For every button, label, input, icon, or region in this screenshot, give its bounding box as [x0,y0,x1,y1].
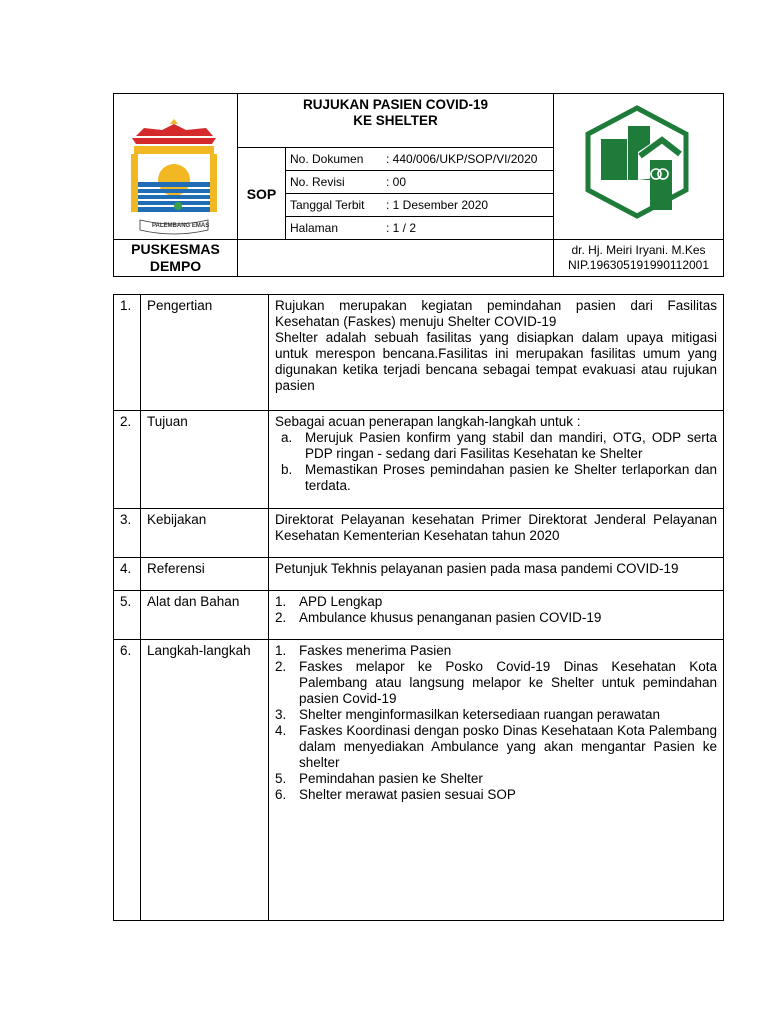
row-heading: Tujuan [141,411,269,509]
meta-row [286,194,553,217]
list-text: Faskes melapor ke Posko Covid-19 Dinas Kesehatan Kota Palembang atau langsung melapor ke Shelter untuk pemindahan pasien Covid-19 [299,659,717,706]
list-text: Pemindahan pasien ke Shelter [299,771,483,786]
list-item [275,723,717,771]
row-content [269,411,724,509]
list-marker: 2. [275,610,287,625]
row-number: 1. [114,295,141,411]
list-item [275,787,717,803]
row-number: 4. [114,558,141,591]
header-table [113,93,724,277]
list-marker: 6. [275,787,287,802]
document-meta-cell [286,148,554,240]
list-item [275,707,717,723]
sop-row-tujuan [114,411,724,509]
organization-name-line1: PUSKESMAS [131,241,220,257]
row-heading: Alat dan Bahan [141,591,269,640]
row-content [269,640,724,921]
meta-row [286,148,553,171]
list-item [275,610,717,626]
row-content [269,295,724,411]
row-heading: Kebijakan [141,509,269,558]
list-item [275,430,717,462]
empty-cell [238,240,554,277]
signer-nip: NIP.196305191990112001 [567,258,710,272]
document-meta-table [286,148,553,239]
sop-label: SOP [246,185,277,202]
list-marker: 2. [275,659,287,674]
sop-label-cell [238,148,286,240]
list-item [275,462,717,494]
sop-row-langkah-langkah [114,640,724,921]
paragraph: Rujukan merupakan kegiatan pemindahan pasien dari Fasilitas Kesehatan (Faskes) menuju Shelter COVID-19 [275,298,717,329]
list-marker: a. [281,430,293,445]
list-text: Faskes menerima Pasien [299,643,452,658]
meta-label: No. Dokumen [286,148,382,171]
sop-content-table [113,294,724,921]
list-marker: 5. [275,771,287,786]
organization-name-cell [114,240,238,277]
row-number: 6. [114,640,141,921]
signer-name: dr. Hj. Meiri Iryani. M.Kes [571,243,706,257]
row-heading: Referensi [141,558,269,591]
sop-body [113,294,724,921]
sop-row-alat-dan-bahan [114,591,724,640]
intro-text: Sebagai acuan penerapan langkah-langkah untuk : [275,414,581,429]
row-content [269,591,724,640]
paragraph: Petunjuk Tekhnis pelayanan pasien pada masa pandemi COVID-19 [275,561,679,576]
city-logo-cell [114,94,238,240]
list-item [275,771,717,787]
sop-row-referensi [114,558,724,591]
sop-header [113,93,723,276]
list-marker: b. [281,462,293,477]
document-title-cell [238,94,554,148]
equipment-list [275,594,717,626]
list-item [275,659,717,707]
meta-label: No. Revisi [286,171,382,194]
meta-row [286,217,553,240]
list-item [275,643,717,659]
row-heading: Pengertian [141,295,269,411]
row-content [269,509,724,558]
list-marker: 1. [275,594,287,609]
list-marker: 3. [275,707,287,722]
meta-label: Halaman [290,221,339,235]
meta-value: : 440/006/UKP/SOP/VI/2020 [382,148,553,171]
meta-label: Tanggal Terbit [286,194,382,217]
puskesmas-logo-cell [554,94,724,240]
objective-list [275,430,717,494]
organization-name-line2: DEMPO [149,258,202,274]
list-text: Shelter merawat pasien sesuai SOP [299,787,516,802]
paragraph: Direktorat Pelayanan kesehatan Primer Direktorat Jenderal Pelayanan Kesehatan Kementerian Kesehatan tahun 2020 [275,512,717,543]
list-marker: 1. [275,643,287,658]
list-text: Ambulance khusus penanganan pasien COVID-19 [299,610,602,625]
sop-row-kebijakan [114,509,724,558]
meta-value: : 1 / 2 [386,221,417,235]
steps-list [275,643,717,803]
list-marker: 4. [275,723,287,738]
list-item [275,594,717,610]
list-text: Faskes Koordinasi dengan posko Dinas Kesehataan Kota Palembang dalam menyediakan Ambulance yang akan mengantar Pasien ke shelter [299,723,717,770]
paragraph: Shelter adalah sebuah fasilitas yang disiapkan dalam upaya mitigasi untuk merespon bencana.Fasilitas ini merupakan fasilitas umum yang digunakan ketika terjadi bencana sebagai tempat evakuasi atau rujukan pasien [275,330,717,393]
signer-cell [554,240,724,277]
row-number: 3. [114,509,141,558]
document-title: RUJUKAN PASIEN COVID-19 KE SHELTER [302,97,489,128]
city-logo-text: PALEMBANG EMAS [152,223,210,229]
row-heading: Langkah-langkah [141,640,269,921]
list-text: Shelter menginformasilkan ketersediaan ruangan perawatan [299,707,660,722]
list-text: Merujuk Pasien konfirm yang stabil dan mandiri, OTG, ODP serta PDP ringan - sedang dari Fasilitas Kesehatan ke Shelter [305,430,717,461]
row-number: 2. [114,411,141,509]
list-text: Memastikan Proses pemindahan pasien ke Shelter terlaporkan dan terdata. [305,462,717,493]
row-number: 5. [114,591,141,640]
meta-row [286,171,553,194]
palembang-city-logo [114,94,236,238]
puskesmas-logo [554,94,722,238]
meta-value: : 1 Desember 2020 [382,194,553,217]
meta-value: : 00 [382,171,553,194]
sop-row-pengertian [114,295,724,411]
row-content [269,558,724,591]
list-text: APD Lengkap [299,594,383,609]
